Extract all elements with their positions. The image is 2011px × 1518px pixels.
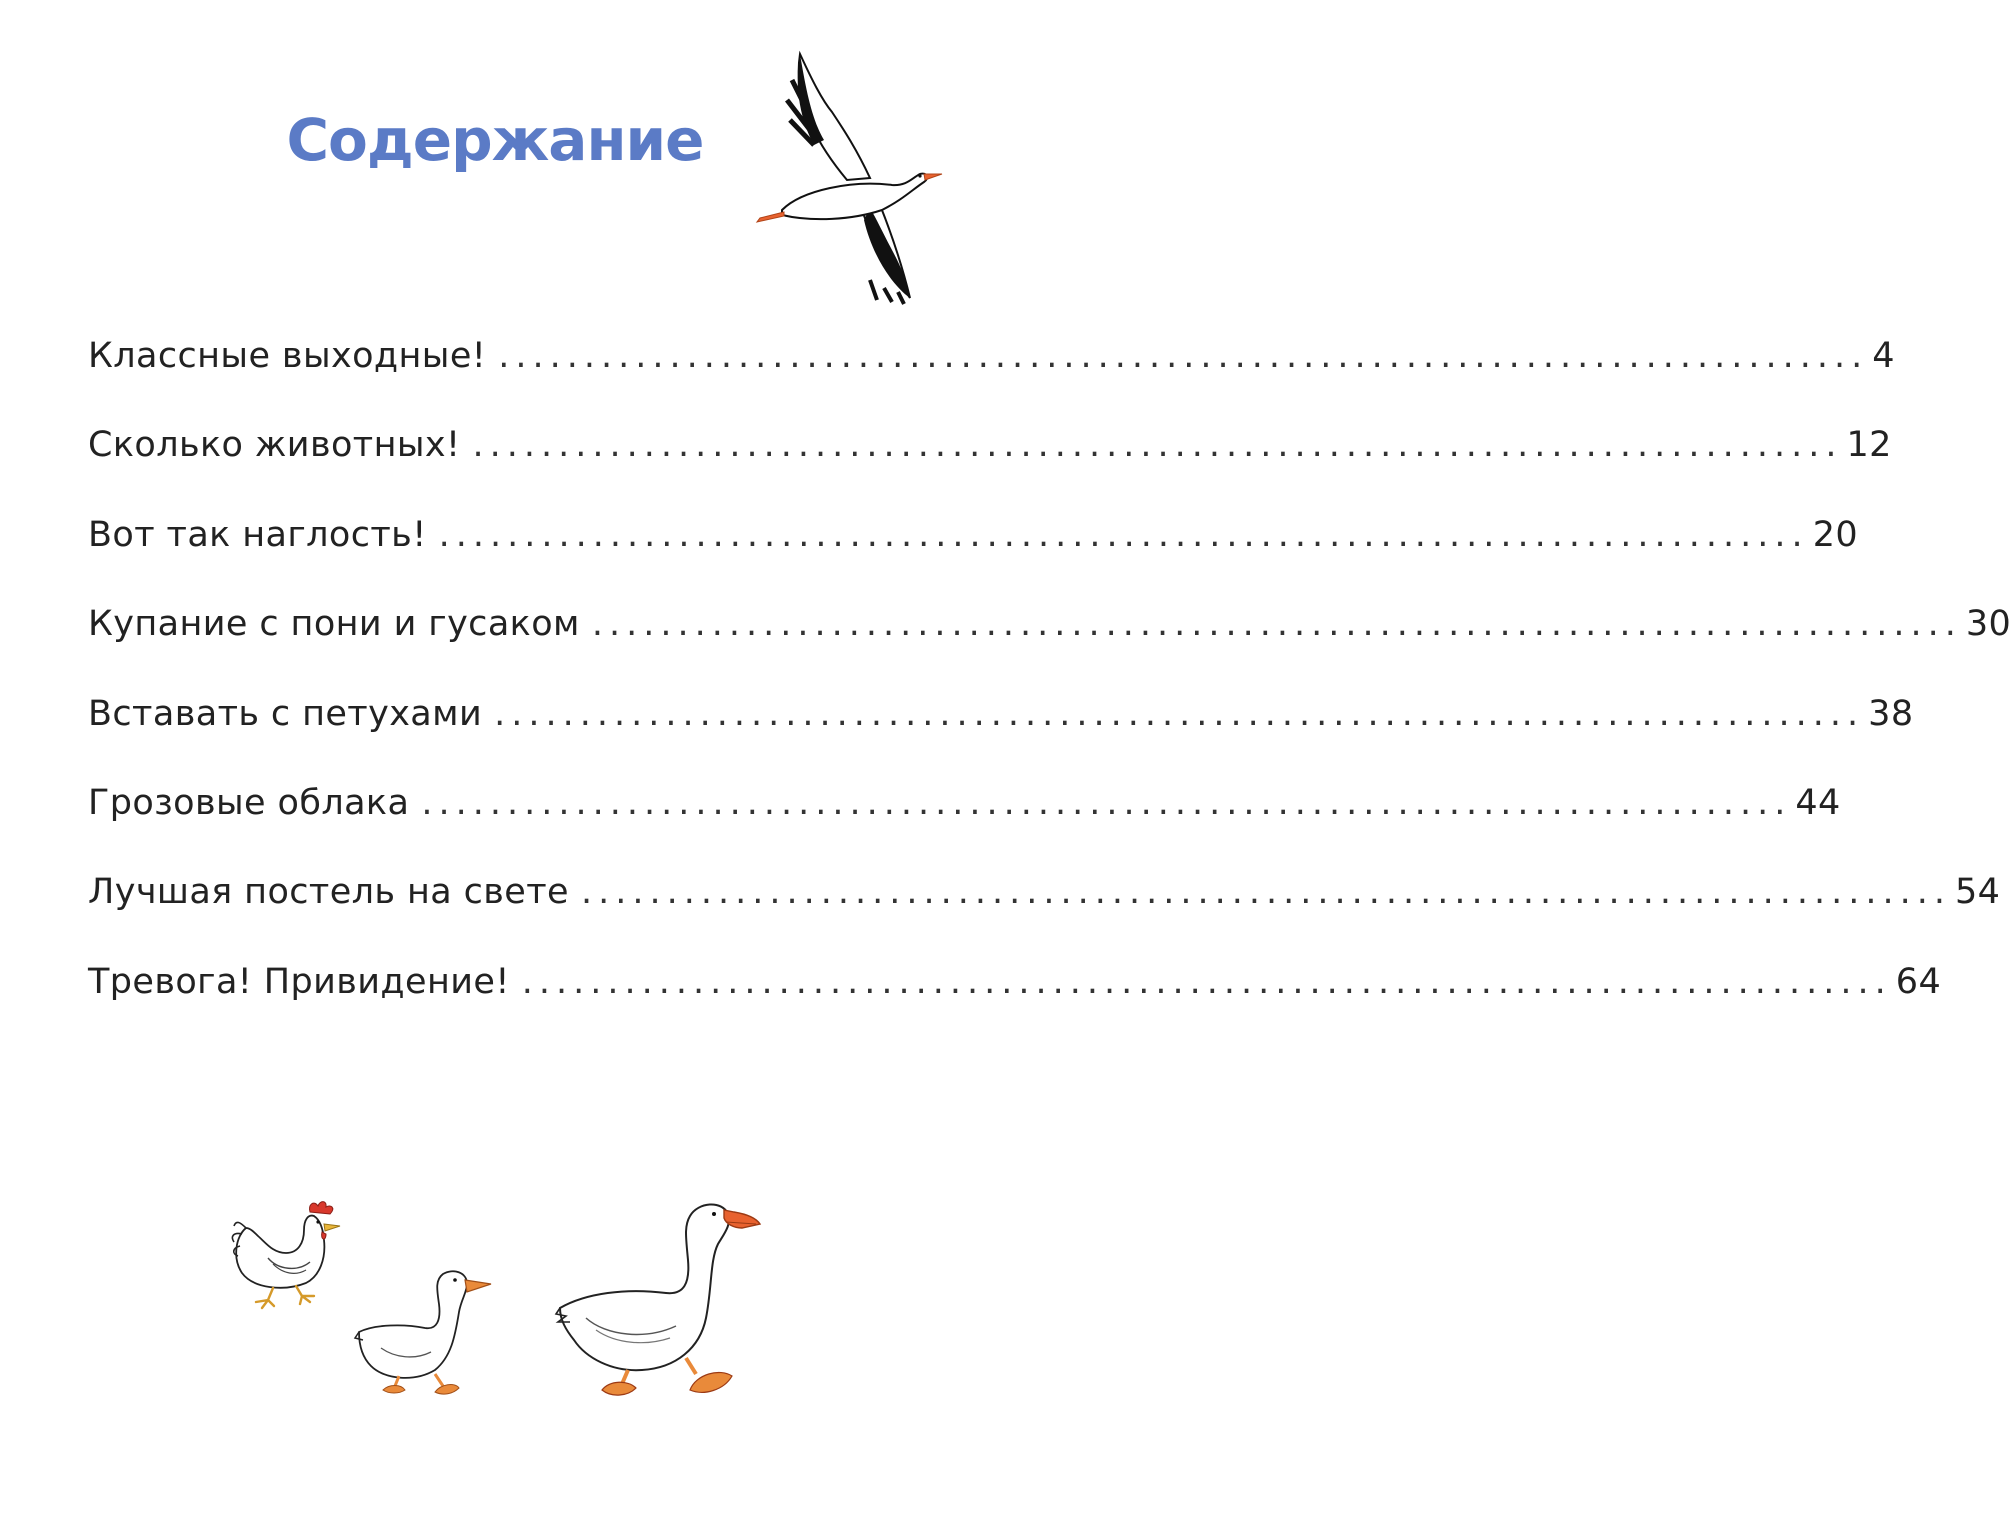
stork-illustration	[752, 50, 947, 305]
duckling-illustration	[355, 1262, 495, 1402]
page-title: Содержание	[286, 106, 704, 174]
toc-entry-title: Сколько животных!	[88, 425, 461, 466]
hen-illustration	[228, 1198, 353, 1310]
toc-entry[interactable]	[88, 604, 2011, 693]
toc-entry-page: 20	[1812, 514, 1859, 555]
toc-entry-title: Тревога! Привидение!	[88, 961, 510, 1002]
toc-leader-dots: ................................................................................	[421, 782, 1792, 823]
toc-entry-page: 54	[1954, 872, 2001, 913]
toc-entry-page: 12	[1846, 425, 1892, 466]
toc-entry-title: Купание с пони и гусаком	[88, 604, 580, 645]
toc-entry-title: Вот так наглость!	[88, 514, 427, 555]
toc-leader-dots: ................................................................................	[472, 425, 1843, 466]
toc-entry-title: Лучшая постель на свете	[88, 872, 569, 913]
toc-entry-title: Вставать с петухами	[88, 693, 483, 734]
toc-entry[interactable]	[88, 872, 2001, 961]
toc-entry-page: 4	[1872, 336, 1895, 376]
toc-entry[interactable]	[88, 693, 1914, 783]
table-of-contents	[88, 336, 2011, 1051]
toc-entry-page: 44	[1795, 782, 1841, 823]
toc-entry-page: 38	[1868, 693, 1914, 734]
toc-leader-dots: ................................................................................	[494, 693, 1865, 734]
goose-illustration	[556, 1198, 766, 1408]
toc-leader-dots: ................................................................................	[591, 604, 1962, 645]
toc-leader-dots: ................................................................................	[498, 336, 1869, 376]
toc-leader-dots: ................................................................................	[438, 514, 1809, 555]
toc-entry-page: 64	[1895, 961, 1942, 1002]
toc-leader-dots: ................................................................................	[580, 872, 1951, 913]
toc-entry[interactable]	[88, 425, 1892, 514]
toc-entry-title: Грозовые облака	[88, 782, 410, 823]
toc-entry-title: Классные выходные!	[88, 336, 487, 376]
toc-entry[interactable]	[88, 961, 1942, 1051]
toc-entry[interactable]	[88, 514, 1859, 604]
toc-entry[interactable]	[88, 336, 1895, 425]
toc-leader-dots: ................................................................................	[521, 961, 1892, 1002]
toc-entry[interactable]	[88, 782, 1841, 872]
toc-entry-page: 30	[1965, 604, 2011, 645]
